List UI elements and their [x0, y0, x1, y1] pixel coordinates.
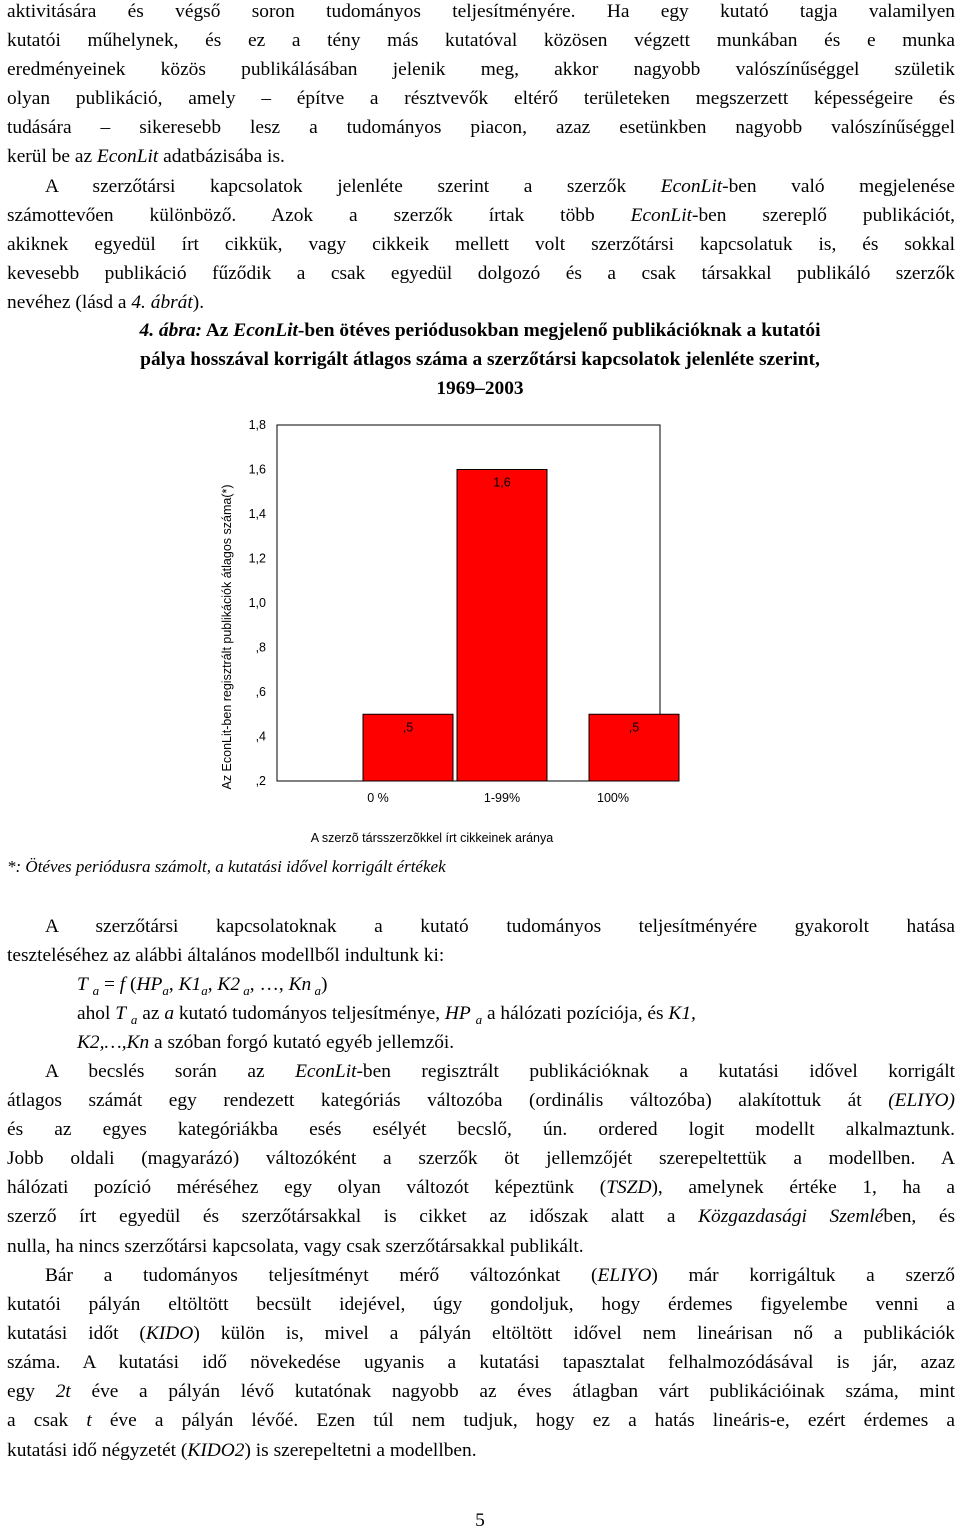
paragraph-2	[7, 172, 955, 317]
figure-footnote: *: Ötéves periódusra számolt, a kutatási idővel korrigált értékek	[7, 857, 446, 876]
text-line: egy 2t éve a pályán lévő kutatónak nagyobb az éves átlagban várt publikációinak száma, mint	[7, 1381, 955, 1403]
explanation-K-list: K2,…,Kn	[77, 1032, 150, 1053]
explanation-HP: HP	[444, 1003, 471, 1024]
text-line: átlagos számát egy rendezett kategóriás változóba (ordinális változóba) alakítottuk át (ELIYO)	[7, 1090, 955, 1112]
formula-comma: ,	[168, 974, 179, 995]
formula-Kn: Kn	[288, 974, 312, 995]
explanation-text: ahol	[77, 1003, 116, 1024]
emphasis: Közgazdasági Szemlé	[698, 1206, 884, 1228]
text-line: akiknek egyedül írt cikkük, vagy cikkeik mellett volt szerzőtársi kapcsolatuk is, és sokkal	[7, 233, 955, 255]
text-line: száma. A kutatási idő növekedése ugyanis a kutatási tapasztalat felhalmozódásával is jár, azaz	[7, 1352, 955, 1374]
emphasis: EconLit	[630, 204, 692, 226]
y-tick-label: 1,6	[248, 462, 266, 477]
page-number: 5	[475, 1510, 485, 1531]
paragraph-5	[7, 1261, 955, 1465]
text-line: aktivitására és végső soron tudományos teljesítményére. Ha egy kutató tagja valamilyen	[7, 1, 955, 22]
x-tick-label: 1-99%	[483, 791, 521, 805]
y-tick-label: ,2	[255, 774, 266, 788]
text-line: kevesebb publikáció fűződik a csak egyedül dolgozó és a csak társakkal publikáló szerzők	[7, 262, 955, 284]
bar-value-label: 1,6	[493, 475, 511, 490]
text-line: kutatói műhelynek, és ez a tény más kutatóval közösen végzett munkában és e munka	[7, 30, 955, 52]
emphasis: EconLit	[295, 1061, 357, 1082]
formula-paren: )	[320, 974, 328, 995]
explanation-a: a	[164, 1003, 175, 1024]
formula-comma: ,	[207, 974, 218, 995]
text-line: hálózati pozíció méréséhez egy olyan változót képeztünk (TSZD), amelynek értéke 1, ha a	[7, 1177, 955, 1199]
text-line: számottevően különböző. Azok a szerzők írtak több EconLit-ben szereplő publikációt,	[7, 204, 956, 226]
formula-T: T	[77, 974, 88, 995]
text-line: kutatói pályán eltöltött becsült idejével, úgy gondoljuk, hogy érdemes figyelembe venni a	[7, 1294, 955, 1316]
emphasis: 2t	[55, 1381, 71, 1403]
emphasis: KIDO	[145, 1323, 194, 1345]
emphasis: EconLit	[96, 146, 159, 168]
text-line: kutatási idő négyzetét (KIDO2) is szerepeltetni a modellben.	[7, 1439, 477, 1461]
formula-f: f	[119, 974, 126, 995]
y-tick-label: ,8	[255, 640, 266, 655]
text-line: nulla, ha nincs szerzőtársi kapcsolata, vagy csak szerzőtársakkal publikált.	[7, 1235, 584, 1257]
formula-HP: HP	[136, 974, 163, 995]
text-line: Bár a tudományos teljesítményt mérő változónkat (ELIYO) már korrigáltuk a szerző	[45, 1265, 955, 1286]
text-line: olyan publikáció, amely – építve a résztvevők eltérő területeken megszerzett képességeire és	[7, 88, 955, 110]
text-line: és az egyes kategóriákba esés esélyét becslő, ún. ordered logit modellt alkalmaztunk.	[7, 1119, 955, 1141]
bar-1	[457, 470, 547, 782]
formula-explanation-line1	[77, 999, 696, 1028]
figure-title-line2: pálya hosszával korrigált átlagos száma a szerzőtársi kapcsolatok jelenléte szerint,	[140, 349, 820, 371]
text-line: tudására – sikeresebb lesz a tudományos piacon, azaz esetünkben nagyobb valószínűséggel	[7, 117, 955, 139]
formula-sub: a	[162, 982, 169, 998]
text-line: a csak t éve a pályán lévőé. Ezen túl nem tudjuk, hogy ez a hatás lineáris-e, ezért érdemes a	[7, 1410, 955, 1432]
explanation-text: az	[137, 1003, 165, 1024]
explanation-T: T	[115, 1003, 127, 1024]
formula-sub: a	[92, 982, 100, 998]
paragraph-1	[7, 0, 955, 172]
y-tick-label: 1,0	[248, 596, 266, 610]
text-line: A becslés során az EconLit-ben regisztrált publikációknak a kutatási idővel korrigált	[45, 1061, 956, 1082]
formula-comma: ,	[249, 974, 260, 995]
y-tick-label: 1,4	[248, 507, 266, 521]
text-line: kerül be az EconLit adatbázisába is.	[7, 146, 285, 168]
figure-title-em: EconLit	[233, 320, 298, 341]
bar-chart	[0, 400, 960, 860]
emphasis: (ELIYO)	[888, 1090, 955, 1112]
formula-explanation-line2	[77, 1028, 454, 1057]
formula-comma: ,	[278, 974, 289, 995]
emphasis: EconLit	[660, 175, 723, 197]
text-line: szerző írt egyedül és szerzőtársakkal is cikket az időszak alatt a Közgazdasági Szemlében, és	[7, 1206, 955, 1228]
emphasis: t	[86, 1410, 92, 1432]
formula-sub: a	[201, 982, 208, 998]
x-axis-label: A szerzõ társszerzõkkel írt cikkeinek aránya	[310, 831, 554, 845]
x-tick-label: 100%	[597, 791, 629, 805]
text-line: nevéhez (lásd a 4. ábrát).	[7, 291, 205, 313]
explanation-text: a hálózati pozíciója, és	[482, 1003, 669, 1024]
y-axis-label: Az EconLit-ben regisztrált publikációk átlagos száma(*)	[220, 484, 234, 790]
emphasis: TSZD	[606, 1177, 652, 1199]
emphasis: KIDO2	[187, 1439, 245, 1461]
y-tick-label: ,6	[255, 685, 266, 699]
explanation-text: a szóban forgó kutató egyéb jellemzői.	[149, 1032, 455, 1053]
y-tick-label: 1,8	[248, 418, 266, 432]
text-line: kutatási időt (KIDO) külön is, mivel a pályán eltöltött idővel nem lineárisan nő a publikációk	[7, 1323, 956, 1345]
bar-value-label: ,5	[628, 720, 640, 735]
formula-ellipsis: …	[259, 974, 279, 995]
figure-label: 4. ábra:	[139, 320, 203, 341]
explanation-sub: a	[130, 1011, 138, 1027]
emphasis: 4. ábrát	[131, 291, 193, 313]
x-tick-label: 0 %	[367, 791, 389, 805]
text-line: A szerzőtársi kapcsolatoknak a kutató tudományos teljesítményére gyakorolt hatása	[45, 916, 955, 937]
model-formula	[77, 970, 327, 999]
paragraph-4	[7, 1057, 955, 1261]
emphasis: ELIYO	[597, 1265, 652, 1286]
figure-title-line3: 1969–2003	[436, 378, 524, 400]
explanation-K1: K1,	[668, 1003, 696, 1024]
text-line: eredményeinek közös publikálásában jelenik meg, akkor nagyobb valószínűséggel születik	[7, 59, 955, 81]
figure-title-part: Az	[202, 320, 234, 341]
formula-eq: =	[99, 974, 120, 995]
explanation-sub: a	[475, 1011, 483, 1027]
text-line: Jobb oldali (magyarázó) változóként a szerzők öt jellemzőjét szerepeltettük a modellben. A	[7, 1148, 955, 1170]
y-tick-label: ,4	[255, 729, 266, 744]
formula-sub: a	[243, 982, 250, 998]
paragraph-3	[7, 912, 955, 970]
explanation-text: kutató tudományos teljesítménye,	[174, 1003, 445, 1024]
figure-caption	[0, 316, 960, 403]
figure-title-part: -ben ötéves periódusokban megjelenő publikációknak a kutatói	[297, 320, 821, 341]
y-tick-label: 1,2	[248, 551, 266, 566]
text-line: A szerzőtársi kapcsolatok jelenléte szerint a szerzők EconLit-ben való megjelenése	[45, 175, 955, 197]
formula-K2: K2	[217, 974, 241, 995]
formula-sub: a	[314, 982, 321, 998]
formula-K1: K1	[178, 974, 202, 995]
formula-paren: (	[125, 974, 137, 995]
text-line: teszteléséhez az alábbi általános modellből indultunk ki:	[7, 945, 445, 967]
bar-value-label: ,5	[402, 720, 414, 735]
